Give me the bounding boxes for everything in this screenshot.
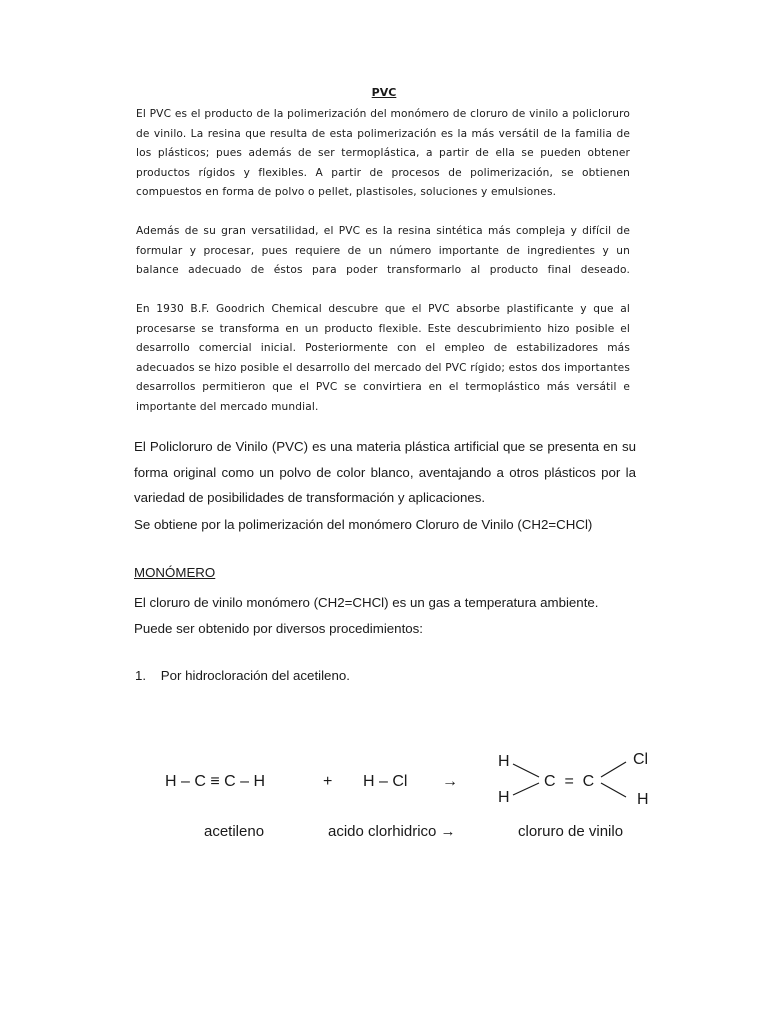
- monomer-description: El cloruro de vinilo monómero (CH2=CHCl) es un gas a temperatura ambiente.: [134, 595, 599, 610]
- monomer-procedures: Puede ser obtenido por diversos procedimientos:: [134, 621, 424, 636]
- label-product: cloruro de vinilo: [518, 823, 624, 840]
- paragraph-obtention: Se obtiene por la polimerización del monómero Cloruro de Vinilo (CH2=CHCl): [134, 517, 593, 532]
- reaction-diagram: [150, 735, 670, 855]
- hcl-formula: H – Cl: [363, 773, 408, 790]
- paragraph-definition: El Policloruro de Vinilo (PVC) es una materia plástica artificial que se presenta en su forma original como un polvo de color blanco, aventajando a otros plásticos por la variedad de posibilidades de transformación y aplicaciones.: [134, 439, 636, 506]
- plus-sign: +: [323, 773, 333, 790]
- list-text: Por hidrocloración del acetileno.: [160, 668, 350, 683]
- bond-h-bottom: [513, 783, 539, 795]
- page-title: PVC: [371, 86, 397, 99]
- paragraph-intro: El PVC es el producto de la polimerización del monómero de cloruro de vinilo a policloruro de vinilo. La resina que resulta de esta polimerización es la más versátil de la familia de los plásticos; pues además de ser termoplástica, a partir de ella se pueden obtener productos rígidos y flexibles. A partir de procesos de polimerización, se obtienen compuestos en forma de polvo o pellet, plastisoles, soluciones y emulsiones.: [136, 108, 630, 198]
- bond-h-right: [601, 783, 626, 797]
- bond-h-top: [513, 764, 539, 777]
- list-item: [135, 668, 350, 683]
- label-hcl: acido clorhidrico →: [328, 823, 456, 840]
- reaction-arrow: →: [442, 773, 458, 790]
- acetylene-formula: H – C ≡ C – H: [165, 773, 266, 790]
- section-heading-monomer: MONÓMERO: [134, 565, 216, 580]
- paragraph-versatility: Además de su gran versatilidad, el PVC es la resina sintética más compleja y difícil de formular y procesar, pues requiere de un número importante de ingredientes y un balance adecuado de éstos para poder transformarlo al producto final deseado.: [136, 225, 630, 276]
- product-double-bond: C = C: [544, 773, 595, 790]
- bond-cl: [601, 762, 626, 777]
- product-cl: Cl: [633, 751, 649, 768]
- label-acetylene: acetileno: [204, 823, 265, 840]
- product-h-bottom: H: [498, 789, 510, 806]
- product-h-top: H: [498, 753, 510, 770]
- product-h-right: H: [637, 791, 649, 808]
- paragraph-history: En 1930 B.F. Goodrich Chemical descubre que el PVC absorbe plastificante y que al procesarse se transforma en un producto flexible. Este descubrimiento hizo posible el desarrollo comercial inicial. Posteriormente con el empleo de estabilizadores más adecuados se hizo posible el desarrollo del mercado del PVC rígido; estos dos importantes desarrollos permitieron que el PVC se convirtiera en el termoplástico más versátil e importante del mercado mundial.: [136, 303, 630, 413]
- list-number: 1.: [135, 668, 147, 683]
